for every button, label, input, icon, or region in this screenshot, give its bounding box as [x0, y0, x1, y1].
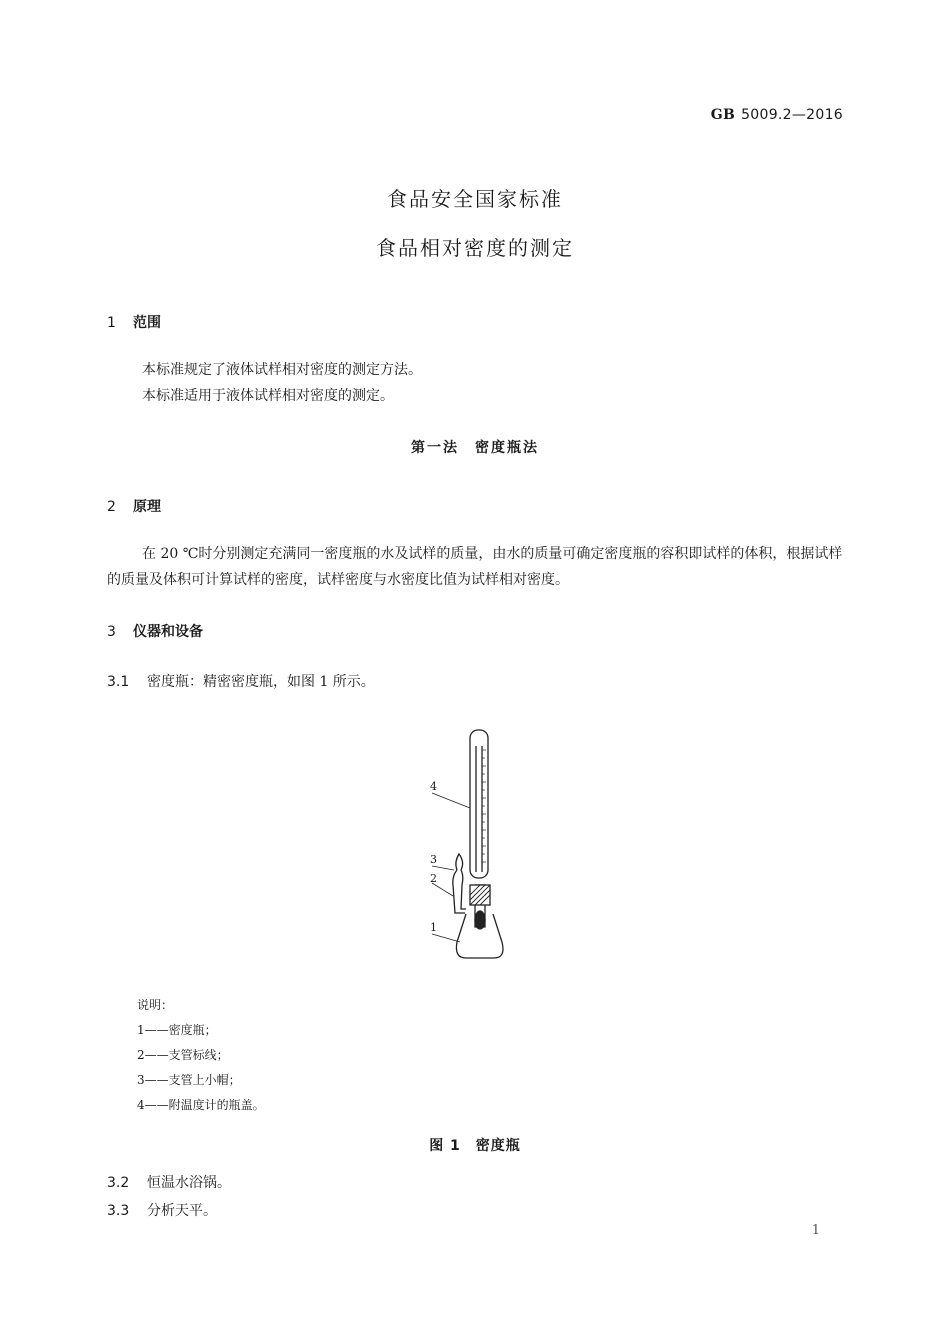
section-1-heading	[107, 312, 161, 332]
item-number: 3.3	[107, 1203, 130, 1219]
figure-label-4: 4	[430, 780, 437, 793]
section-number: 2	[107, 499, 116, 515]
legend-item: 2——支管标线；	[137, 1048, 229, 1062]
item-text: 恒温水浴锅。	[147, 1175, 231, 1191]
section-3-heading	[107, 621, 203, 641]
item-text: 密度瓶：精密密度瓶，如图 1 所示。	[147, 674, 375, 690]
method-title: 第一法 密度瓶法	[411, 440, 539, 456]
legend-item: 1——密度瓶；	[137, 1023, 217, 1037]
standard-code	[711, 107, 843, 123]
item-number: 3.1	[107, 674, 130, 690]
section-number: 1	[107, 315, 116, 331]
item-text: 分析天平。	[147, 1203, 217, 1219]
section-1-paragraph-2: 本标准适用于液体试样相对密度的测定。	[142, 388, 394, 404]
legend-item: 3——支管上小帽；	[137, 1073, 241, 1087]
standard-prefix: GB	[710, 107, 736, 123]
legend-title: 说明：	[137, 998, 174, 1012]
item-3-3	[107, 1200, 217, 1220]
section-title: 原理	[133, 499, 161, 515]
item-3-1	[107, 671, 375, 691]
legend-item: 4——附温度计的瓶盖。	[137, 1098, 265, 1112]
page-number: 1	[811, 1223, 820, 1238]
section-title: 仪器和设备	[133, 624, 203, 640]
section-1-paragraph-1: 本标准规定了液体试样相对密度的测定方法。	[142, 362, 422, 378]
figure-label-2: 2	[430, 872, 437, 885]
section-title: 范围	[133, 315, 161, 331]
figure-caption: 图 1 密度瓶	[429, 1138, 521, 1154]
item-number: 3.2	[107, 1175, 130, 1191]
document-title: 食品安全国家标准	[387, 187, 563, 211]
section-2-heading	[107, 496, 161, 516]
standard-number: 5009.2—2016	[741, 107, 843, 123]
section-2-paragraph: 在 20 ℃时分别测定充满同一密度瓶的水及试样的质量，由水的质量可确定密度瓶的容积即试样的体积，根据试样的质量及体积可计算试样的密度，试样密度与水密度比值为试样相对密度。	[107, 546, 843, 588]
section-number: 3	[107, 624, 116, 640]
item-3-2	[107, 1172, 231, 1192]
figure-label-3: 3	[430, 853, 437, 866]
figure-label-1: 1	[430, 921, 437, 934]
document-subtitle: 食品相对密度的测定	[376, 236, 574, 260]
